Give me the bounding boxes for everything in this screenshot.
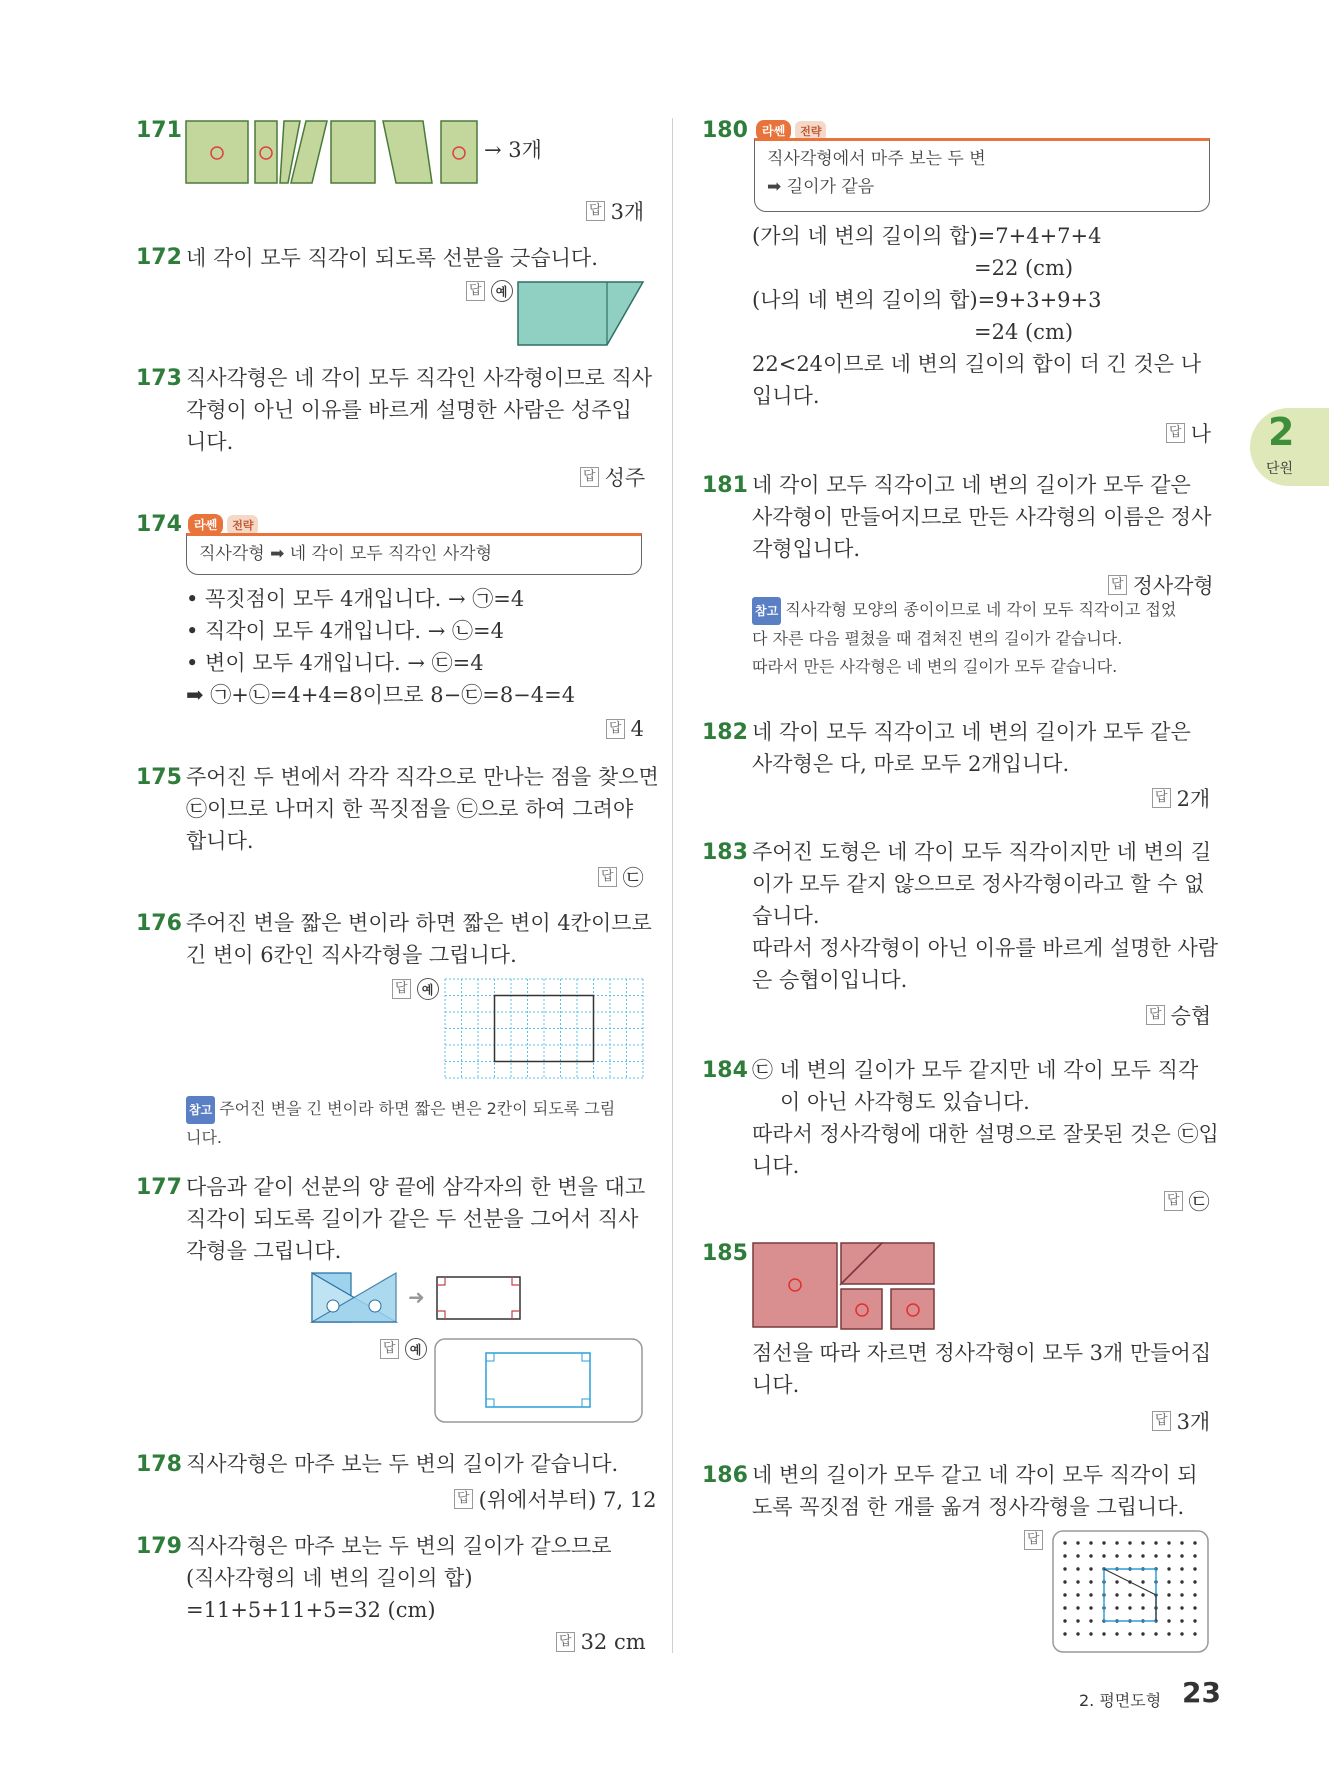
answer-179 — [556, 1630, 646, 1654]
grid-dot — [1167, 1619, 1170, 1622]
text-line: 각형입니다. — [752, 537, 861, 561]
text-line: ㉢ 네 변의 길이가 모두 같지만 네 각이 모두 직각 — [752, 1058, 1199, 1082]
box-line: 직사각형에서 마주 보는 두 변 — [767, 149, 986, 169]
grid-dot — [1089, 1593, 1092, 1596]
problem-number: 171 — [136, 118, 182, 143]
grid-dot — [1167, 1593, 1170, 1596]
cut-squares-figure — [752, 1242, 936, 1332]
grid-dot — [1115, 1580, 1118, 1583]
answer-value: 나 — [1190, 422, 1211, 446]
problem-number: 176 — [136, 911, 182, 936]
text-line: 직사각형은 마주 보는 두 변의 길이가 같습니다. — [186, 1452, 619, 1476]
grid-dot — [1193, 1567, 1196, 1570]
text-line: 22<24이므로 네 변의 길이의 합이 더 긴 것은 나 — [752, 352, 1202, 376]
problem-text — [752, 1054, 1219, 1182]
answer-176 — [392, 978, 439, 1000]
answer-183 — [1146, 1000, 1211, 1030]
text-line: 니다. — [186, 430, 234, 454]
unit-number: 2 — [1268, 410, 1295, 454]
grid-dot — [1063, 1593, 1066, 1596]
answer-185 — [1152, 1406, 1210, 1436]
problem-text — [186, 242, 598, 274]
arrow-text: → 3개 — [484, 138, 542, 162]
answer-value: 승협 — [1170, 1004, 1212, 1028]
grid-rectangle-figure — [444, 978, 644, 1078]
problem-text — [752, 1337, 1211, 1401]
grid-dot — [1167, 1554, 1170, 1557]
problem-number: 179 — [136, 1534, 182, 1559]
grid-dot — [1115, 1541, 1118, 1544]
answer-mark: 답 — [454, 1489, 473, 1509]
grid-dot — [1167, 1541, 1170, 1544]
answer-mark: 답 — [1152, 788, 1171, 808]
answer-175 — [598, 862, 644, 892]
grid-dot — [1180, 1567, 1183, 1570]
note-line: 직사각형 모양의 종이이므로 네 각이 모두 직각이고 접었 — [785, 600, 1177, 619]
text-line: 합니다. — [186, 829, 254, 853]
answer-value: 3개 — [610, 200, 645, 224]
grid-dot — [1154, 1632, 1157, 1635]
grid-dot — [1063, 1632, 1066, 1635]
note-mark: 참고 — [186, 1096, 215, 1124]
badge-name: 라쎈 — [188, 514, 223, 535]
grid-dot — [1076, 1606, 1079, 1609]
grid-dot — [1128, 1606, 1131, 1609]
rectangle-answer-figure — [434, 1338, 644, 1424]
grid-dot — [1141, 1632, 1144, 1635]
grid-dot — [1089, 1619, 1092, 1622]
grid-dot — [1141, 1541, 1144, 1544]
answer-mark: 답 — [1152, 1411, 1171, 1431]
answer-171 — [586, 196, 644, 226]
text-line: 점선을 따라 자르면 정사각형이 모두 3개 만들어집 — [752, 1341, 1212, 1365]
text-line: 따라서 정사각형이 아닌 이유를 바르게 설명한 사람 — [752, 936, 1219, 960]
text-line: 주어진 도형은 네 각이 모두 직각이지만 네 변의 길 — [752, 840, 1212, 864]
answer-mark: 답 — [392, 979, 411, 999]
text-line: 긴 변이 6칸인 직사각형을 그립니다. — [186, 943, 517, 967]
text-line: 니다. — [752, 1154, 800, 1178]
problem-number: 184 — [702, 1058, 748, 1083]
grid-dot — [1063, 1619, 1066, 1622]
text-line: (직사각형의 네 변의 길이의 합) — [186, 1566, 473, 1590]
text-line: 니다. — [752, 1373, 800, 1397]
problem-text — [186, 583, 575, 711]
text-line: =11+5+11+5=32 (cm) — [186, 1598, 436, 1622]
problem-number: 175 — [136, 765, 182, 790]
answer-mark: 답 — [606, 719, 625, 739]
grid-dot — [1063, 1606, 1066, 1609]
grid-dot — [1076, 1593, 1079, 1596]
grid-dot — [1089, 1580, 1092, 1583]
answer-mark: 답 — [1108, 575, 1127, 595]
text-line: • 변이 모두 4개입니다. → ㉢=4 — [186, 651, 484, 675]
text-line: • 꼭짓점이 모두 4개입니다. → ㉠=4 — [186, 587, 525, 611]
grid-dot — [1076, 1567, 1079, 1570]
text-line: 사각형이 만들어지므로 만든 사각형의 이름은 정사 — [752, 505, 1212, 529]
note-176 — [186, 1095, 646, 1152]
problem-text — [752, 220, 1201, 412]
problem-number: 185 — [702, 1241, 748, 1266]
text-line: 주어진 두 변에서 각각 직각으로 만나는 점을 찾으면 — [186, 765, 659, 789]
grid-dot — [1076, 1554, 1079, 1557]
grid-dot — [1167, 1580, 1170, 1583]
grid-dot — [1141, 1580, 1144, 1583]
problem-number: 174 — [136, 512, 182, 537]
grid-dot — [1063, 1580, 1066, 1583]
answer-mark: 답 — [1164, 1191, 1183, 1211]
grid-dot — [1089, 1567, 1092, 1570]
box-line: 직사각형 ➡ 네 각이 모두 직각인 사각형 — [199, 544, 492, 564]
answer-mark: 답 — [1166, 423, 1185, 443]
problem-number: 180 — [702, 118, 748, 143]
text-line: 이 아닌 사각형도 있습니다. — [780, 1090, 1030, 1114]
answer-value: ㉢ — [622, 866, 644, 890]
grid-dot — [1193, 1632, 1196, 1635]
strategy-box — [754, 138, 1210, 212]
grid-dot — [1063, 1567, 1066, 1570]
problem-text — [186, 1530, 611, 1626]
text-line: =22 (cm) — [974, 256, 1074, 280]
grid-dot — [1193, 1554, 1196, 1557]
text-line: 직사각형은 마주 보는 두 변의 길이가 같으므로 — [186, 1534, 612, 1558]
example-mark: 예 — [405, 1338, 427, 1360]
grid-dot — [1089, 1554, 1092, 1557]
answer-178 — [454, 1484, 657, 1514]
column-divider — [672, 118, 673, 1653]
answer-173 — [580, 462, 645, 492]
svg-text:➜: ➜ — [408, 1285, 425, 1309]
badge-name: 라쎈 — [756, 120, 791, 141]
grid-dot — [1193, 1541, 1196, 1544]
answer-mark: 답 — [580, 467, 599, 487]
answer-182 — [1152, 783, 1210, 813]
grid-dot — [1154, 1554, 1157, 1557]
dot-grid-square-figure — [1052, 1530, 1210, 1654]
text-line: • 직각이 모두 4개입니다. → ㉡=4 — [186, 619, 504, 643]
example-mark: 예 — [491, 280, 513, 302]
problem-text — [186, 362, 652, 458]
grid-dot — [1089, 1541, 1092, 1544]
text-line: 직사각형은 네 각이 모두 직각인 사각형이므로 직사 — [186, 366, 653, 390]
problem-text — [752, 469, 1211, 565]
trapezoid-answer-figure — [517, 281, 645, 347]
text-line: 각형이 아닌 이유를 바르게 설명한 사람은 성주입 — [186, 398, 632, 422]
grid-dot — [1115, 1593, 1118, 1596]
problem-text — [186, 1171, 645, 1267]
grid-dot — [1063, 1541, 1066, 1544]
note-mark: 참고 — [752, 597, 781, 625]
chapter-title: 2. 평면도형 — [1079, 1691, 1162, 1710]
grid-dot — [1193, 1619, 1196, 1622]
box-line: ➡ 길이가 같음 — [767, 177, 875, 197]
grid-dot — [1167, 1567, 1170, 1570]
problem-text — [752, 1459, 1198, 1523]
problem-number: 181 — [702, 473, 748, 498]
text-line: 네 변의 길이가 모두 같고 네 각이 모두 직각이 되 — [752, 1463, 1198, 1487]
problem-number: 172 — [136, 245, 182, 270]
grid-dot — [1076, 1632, 1079, 1635]
grid-dot — [1180, 1606, 1183, 1609]
grid-dot — [1089, 1606, 1092, 1609]
grid-dot — [1102, 1632, 1105, 1635]
note-line: 따라서 만든 사각형은 네 변의 길이가 모두 같습니다. — [752, 657, 1118, 676]
answer-mark: 답 — [586, 201, 605, 221]
answer-value: 4 — [630, 717, 644, 741]
problem-number: 182 — [702, 720, 748, 745]
answer-177 — [380, 1338, 427, 1360]
text-line: 입니다. — [752, 384, 820, 408]
grid-dot — [1063, 1554, 1066, 1557]
answer-value: 성주 — [604, 466, 646, 490]
grid-dot — [1141, 1554, 1144, 1557]
answer-mark: 답 — [1146, 1005, 1165, 1025]
unit-label: 단원 — [1266, 461, 1294, 477]
problem-text — [186, 1448, 618, 1480]
grid-dot — [1180, 1632, 1183, 1635]
set-square-figure — [311, 1272, 523, 1324]
badge-tag: 전략 — [227, 515, 258, 535]
text-line: 다음과 같이 선분의 양 끝에 삼각자의 한 변을 대고 — [186, 1175, 646, 1199]
grid-dot — [1193, 1593, 1196, 1596]
answer-mark: 답 — [556, 1632, 575, 1652]
problem-number: 177 — [136, 1175, 182, 1200]
grid-dot — [1128, 1554, 1131, 1557]
grid-dot — [1180, 1580, 1183, 1583]
problem-text — [752, 836, 1218, 996]
grid-dot — [1102, 1554, 1105, 1557]
grid-dot — [1167, 1632, 1170, 1635]
grid-dot — [1141, 1593, 1144, 1596]
text-line: 네 각이 모두 직각이고 네 변의 길이가 모두 같은 — [752, 720, 1191, 744]
grid-dot — [1167, 1606, 1170, 1609]
answer-180 — [1166, 418, 1211, 448]
page-number: 23 — [1182, 1676, 1221, 1709]
text-line: 도록 꼭짓점 한 개를 옮겨 정사각형을 그립니다. — [752, 1495, 1185, 1519]
text-line: ➡ ㉠+㉡=4+4=8이므로 8−㉢=8−4=4 — [186, 683, 576, 707]
strategy-badge — [188, 514, 258, 535]
text-line: =24 (cm) — [974, 320, 1074, 344]
text-line: ㉢이므로 나머지 한 꼭짓점을 ㉢으로 하여 그려야 — [186, 797, 634, 821]
grid-dot — [1128, 1541, 1131, 1544]
text-line: (가의 네 변의 길이의 합)=7+4+7+4 — [752, 224, 1102, 248]
text-line: (나의 네 변의 길이의 합)=9+3+9+3 — [752, 288, 1102, 312]
grid-dot — [1193, 1580, 1196, 1583]
text-line: 사각형은 다, 마로 모두 2개입니다. — [752, 752, 1070, 776]
note-line: 다 자른 다음 펼쳤을 때 겹쳐진 변의 길이가 같습니다. — [752, 629, 1123, 648]
text-line: 네 각이 모두 직각이고 네 변의 길이가 모두 같은 — [752, 473, 1191, 497]
problem-text — [752, 716, 1191, 780]
text-line: 은 승협이입니다. — [752, 968, 908, 992]
problem-number: 186 — [702, 1463, 748, 1488]
grid-dot — [1128, 1593, 1131, 1596]
grid-dot — [1180, 1541, 1183, 1544]
grid-dot — [1076, 1580, 1079, 1583]
problem-number: 173 — [136, 366, 182, 391]
strategy-box — [186, 533, 642, 575]
grid-dot — [1180, 1593, 1183, 1596]
text-line: 각형을 그립니다. — [186, 1239, 342, 1263]
problem-text — [186, 907, 652, 971]
grid-dot — [1154, 1541, 1157, 1544]
answer-mark: 답 — [466, 281, 485, 301]
text-line: 습니다. — [752, 904, 820, 928]
text-line: 직각이 되도록 길이가 같은 두 선분을 그어서 직사 — [186, 1207, 639, 1231]
grid-dot — [1141, 1606, 1144, 1609]
text-line: 주어진 변을 짧은 변이라 하면 짧은 변이 4칸이므로 — [186, 911, 652, 935]
text-line: 이가 모두 같지 않으므로 정사각형이라고 할 수 없 — [752, 872, 1205, 896]
text-line: 네 각이 모두 직각이 되도록 선분을 긋습니다. — [186, 246, 598, 270]
answer-174 — [606, 717, 644, 741]
problem-number: 178 — [136, 1452, 182, 1477]
text-line: 따라서 정사각형에 대한 설명으로 잘못된 것은 ㉢입 — [752, 1122, 1219, 1146]
grid-dot — [1089, 1632, 1092, 1635]
badge-tag: 전략 — [795, 121, 826, 141]
grid-dot — [1180, 1619, 1183, 1622]
note-181 — [752, 596, 1212, 681]
grid-dot — [1102, 1541, 1105, 1544]
answer-172 — [466, 280, 513, 302]
grid-dot — [1076, 1541, 1079, 1544]
note-line: 주어진 변을 긴 변이라 하면 짧은 변은 2칸이 되도록 그림 — [219, 1099, 616, 1118]
grid-dot — [1180, 1554, 1183, 1557]
answer-value: 2개 — [1176, 787, 1211, 811]
example-mark: 예 — [417, 978, 439, 1000]
answer-186 — [1024, 1530, 1043, 1550]
note-line: 니다. — [186, 1128, 222, 1147]
answer-value: 정사각형 — [1132, 574, 1214, 598]
grid-dot — [1115, 1632, 1118, 1635]
answer-mark: 답 — [598, 867, 617, 887]
answer-value: 32 cm — [580, 1630, 646, 1654]
answer-184 — [1164, 1186, 1210, 1216]
answer-mark: 답 — [380, 1339, 399, 1359]
grid-dot — [1115, 1606, 1118, 1609]
problem-text — [186, 761, 659, 857]
grid-dot — [1076, 1619, 1079, 1622]
problem-number: 183 — [702, 840, 748, 865]
answer-value: ㉢ — [1188, 1190, 1210, 1214]
grid-dot — [1193, 1606, 1196, 1609]
answer-value: 3개 — [1176, 1410, 1211, 1434]
answer-value: (위에서부터) 7, 12 — [478, 1488, 657, 1512]
answer-mark: 답 — [1024, 1530, 1043, 1550]
grid-dot — [1128, 1632, 1131, 1635]
cut-pieces-figure — [185, 120, 485, 186]
grid-dot — [1115, 1554, 1118, 1557]
